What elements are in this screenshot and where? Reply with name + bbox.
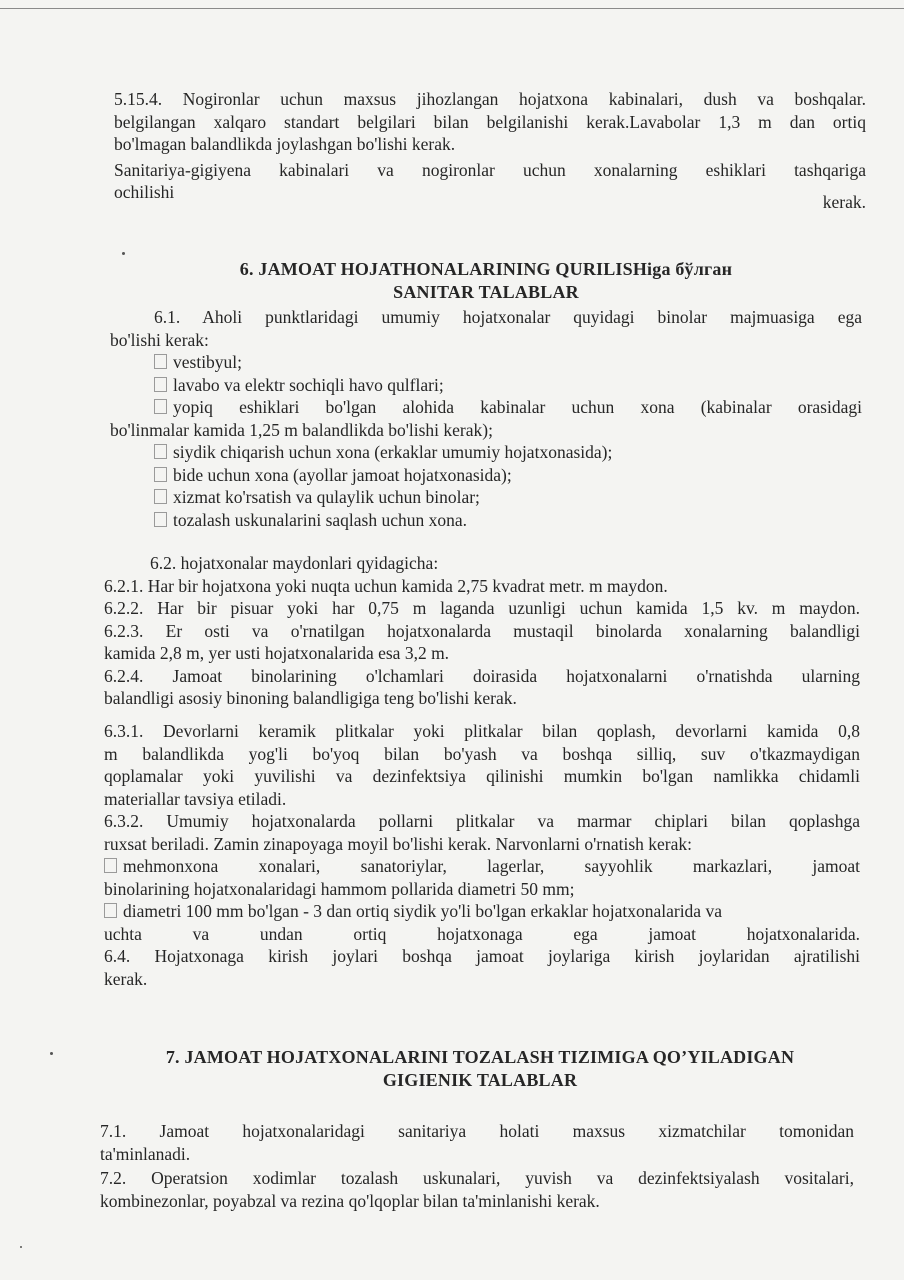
list-item-text: tozalash uskunalarini saqlash uchun xona. (173, 509, 468, 530)
paragraph-line: 6.2.1. Har bir hojatxona yoki nuqta uchun kamida 2,75 kvadrat metr. m maydon. (104, 575, 668, 596)
paragraph-line: materiallar tavsiya etiladi. (104, 788, 287, 809)
checkbox-bullet-icon (154, 399, 167, 414)
scan-speck (50, 1052, 53, 1055)
scan-edge-line (0, 8, 904, 9)
paragraph-line: Sanitariya-gigiyena kabinalari va nogironlar uchun xonalarning eshiklari tashqariga (114, 159, 866, 180)
scan-speck (122, 252, 125, 255)
paragraph-line: m balandlikda yog'li bo'yoq bilan bo'yash va boshqa silliq, suv o'tkazmaydigan (104, 743, 860, 764)
list-item (110, 351, 862, 374)
checkbox-bullet-icon (154, 512, 167, 527)
list-item-text: vestibyul; (173, 352, 243, 372)
paragraph-line: 6.4. Hojatxonaga kirish joylari boshqa jamoat joylariga kirish joylaridan ajratilishi (104, 946, 860, 966)
paragraph-line: ta'minlanadi. (100, 1143, 191, 1164)
paragraph-line: kamida 2,8 m, yer usti hojatxonalarida esa 3,2 m. (104, 643, 450, 663)
paragraph-line: 6.3.2. Umumiy hojatxonalarda pollarni plitkalar va marmar chiplari bilan qoplashga (104, 811, 860, 831)
list-item (110, 396, 862, 419)
list-item-text: bide uchun xona (ayollar jamoat hojatxonasida); (173, 464, 512, 485)
heading-line: 6. JAMOAT HOJATHONALARINING QURILISHiga бўлган (239, 259, 733, 279)
paragraph-line: ruxsat beriladi. Zamin zinapoyaga moyil bo'lishi kerak. Narvonlarni o'rnatish kerak: (104, 833, 693, 854)
paragraph-line: kerak. (104, 968, 148, 989)
paragraph-line: belgilangan xalqaro standart belgilari bilan belgilanishi kerak.Lavabolar 1,3 m dan ortiq (114, 111, 866, 132)
section-6-1 (110, 306, 862, 531)
list-item-text: xizmat ko'rsatish va qulaylik uchun binolar; (173, 487, 480, 507)
paragraph-line: 6.2. hojatxonalar maydonlari qyidagicha: (150, 553, 439, 573)
list-item (104, 900, 860, 923)
paragraph-line: uchta va undan ortiq hojatxonaga ega jamoat hojatxonalarida. (104, 923, 860, 944)
section-6-2 (104, 552, 860, 710)
paragraph-line: kombinezonlar, poyabzal va rezina qo'lqoplar bilan ta'minlanishi kerak. (100, 1190, 600, 1211)
paragraph-line-split (114, 181, 866, 213)
list-item-text: diametri 100 mm bo'lgan - 3 dan ortiq siydik yo'li bo'lgan erkaklar hojatxonalarida va (123, 901, 722, 921)
paragraph-fragment: ochilishi (114, 182, 175, 202)
paragraph-line: 6.1. Aholi punktlaridagi umumiy hojatxonalar quyidagi binolar majmuasiga ega (154, 307, 862, 327)
checkbox-bullet-icon (104, 858, 117, 873)
list-item-text: lavabo va elektr sochiqli havo qulflari; (173, 374, 444, 395)
list-item (104, 855, 860, 878)
paragraph-fragment: kerak. (822, 192, 866, 212)
paragraph-line: binolarining hojatxonalaridagi hammom pollarida diametri 50 mm; (104, 878, 575, 899)
checkbox-bullet-icon (154, 467, 167, 482)
section-heading-7 (104, 1046, 856, 1091)
list-item-text: mehmonxona xonalari, sanatoriylar, lagerlar, sayyohlik markazlari, jamoat (123, 856, 860, 876)
list-item (110, 486, 862, 509)
heading-line: GIGIENIK TALABLAR (382, 1069, 578, 1090)
section-5-15-4 (114, 88, 866, 213)
paragraph-line: 6.2.3. Er osti va o'rnatilgan hojatxonalarda mustaqil binolarda xonalarning balandligi (104, 620, 860, 641)
checkbox-bullet-icon (154, 489, 167, 504)
checkbox-bullet-icon (104, 903, 117, 918)
paragraph-line: 6.2.4. Jamoat binolarining o'lchamlari doirasida hojatxonalarni o'rnatishda ularning (104, 665, 860, 686)
paragraph-line: bo'linmalar kamida 1,25 m balandlikda bo'lishi kerak); (110, 419, 493, 440)
checkbox-bullet-icon (154, 444, 167, 459)
section-7 (100, 1120, 854, 1212)
checkbox-bullet-icon (154, 354, 167, 369)
list-item-text: yopiq eshiklari bo'lgan alohida kabinalar uchun xona (kabinalar orasidagi (173, 397, 862, 417)
paragraph-line: 7.1. Jamoat hojatxonalaridagi sanitariya holati maxsus xizmatchilar tomonidan (100, 1121, 854, 1141)
heading-line: 7. JAMOAT HOJATXONALARINI TOZALASH TIZIMIGA QO’YILADIGAN (165, 1047, 795, 1067)
list-item (110, 509, 862, 532)
list-item (110, 441, 862, 464)
list-item-text: siydik chiqarish uchun xona (erkaklar umumiy hojatxonasida); (173, 442, 613, 462)
heading-line: SANITAR TALABLAR (393, 281, 579, 302)
section-heading-6 (110, 258, 862, 303)
paragraph-line: 6.3.1. Devorlarni keramik plitkalar yoki plitkalar bilan qoplash, devorlarni kamida 0,8 (104, 721, 860, 741)
paragraph-line: bo'lmagan balandlikda joylashgan bo'lishi kerak. (114, 134, 456, 154)
section-6-3 (104, 720, 860, 990)
paragraph-line: qoplamalar yoki yuvilishi va dezinfektsiya qilinishi mumkin bo'lgan namlikka chidamli (104, 766, 860, 786)
paragraph-line: 7.2. Operatsion xodimlar tozalash uskunalari, yuvish va dezinfektsiyalash vositalari, (100, 1168, 854, 1188)
list-item (110, 464, 862, 487)
paragraph-line: balandligi asosiy binoning balandligiga teng bo'lishi kerak. (104, 688, 517, 708)
paragraph-line: 6.2.2. Har bir pisuar yoki har 0,75 m laganda uzunligi uchun kamida 1,5 kv. m maydon. (104, 598, 860, 618)
checkbox-bullet-icon (154, 377, 167, 392)
paragraph-line: 5.15.4. Nogironlar uchun maxsus jihozlangan hojatxona kabinalari, dush va boshqalar. (114, 89, 866, 109)
list-item (110, 374, 862, 397)
scan-speck (20, 1246, 22, 1248)
paragraph-line: bo'lishi kerak: (110, 329, 209, 350)
